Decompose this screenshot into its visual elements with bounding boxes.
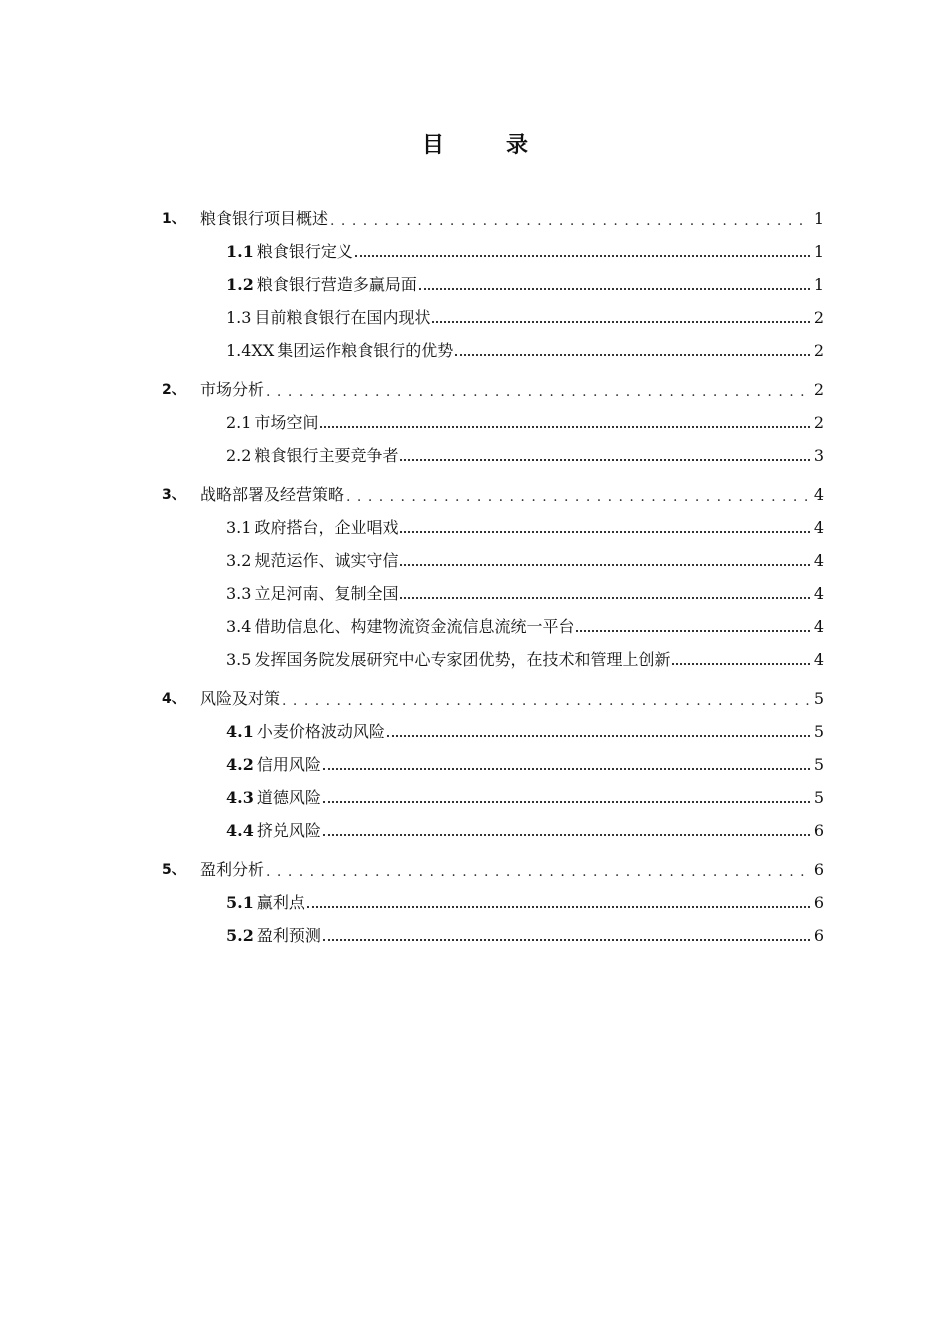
toc-chapter-title: 盈利分析 — [200, 860, 265, 879]
toc-page-number: 5 — [813, 689, 824, 708]
toc-chapter-number: 3、 — [162, 487, 186, 503]
toc-section-number: 4.3 — [226, 788, 254, 807]
toc-section-title: 粮食银行主要竞争者 — [254, 446, 399, 465]
toc-section-number: 2.2 — [226, 446, 252, 465]
toc-section-title: 粮食银行营造多赢局面 — [256, 275, 417, 294]
toc-dot-leader — [576, 620, 810, 632]
toc-dot-leader — [455, 344, 810, 356]
toc-page-number: 6 — [813, 821, 824, 840]
toc-section-title: 规范运作、诚实守信 — [254, 551, 399, 570]
toc-page-number: 6 — [813, 860, 824, 879]
toc-section-number: 4.2 — [226, 755, 254, 774]
toc-entry-section-3-5[interactable] — [162, 637, 824, 670]
table-of-contents — [162, 196, 824, 946]
toc-dot-leader — [282, 693, 810, 705]
toc-page-number: 4 — [813, 584, 824, 603]
toc-page-number: 4 — [813, 617, 824, 636]
toc-entry-chapter-4[interactable] — [162, 676, 824, 709]
toc-dot-leader — [307, 896, 810, 908]
toc-chapter-number: 5、 — [162, 862, 186, 878]
toc-dot-leader — [419, 278, 810, 290]
toc-section-number: 1.1 — [226, 242, 254, 261]
toc-entry-section-3-1[interactable] — [162, 505, 824, 538]
toc-page-number: 1 — [813, 242, 824, 261]
toc-section-title: 赢利点 — [256, 893, 305, 912]
toc-dot-leader — [387, 725, 810, 737]
toc-chapter-number: 4、 — [162, 691, 186, 707]
toc-dot-leader — [355, 245, 810, 257]
toc-entry-section-3-3[interactable] — [162, 571, 824, 604]
toc-section-title: 集团运作粮食银行的优势 — [277, 341, 454, 360]
toc-section-number: 4.4 — [226, 821, 254, 840]
toc-dot-leader — [323, 791, 810, 803]
toc-page-number: 4 — [813, 650, 824, 669]
toc-section-title: 借助信息化、构建物流资金流信息流统一平台 — [254, 617, 575, 636]
toc-entry-section-5-1[interactable] — [162, 880, 824, 913]
toc-dot-leader — [323, 824, 810, 836]
toc-dot-leader — [320, 416, 810, 428]
toc-chapter-title: 战略部署及经营策略 — [200, 485, 345, 504]
toc-section-title: 目前粮食银行在国内现状 — [254, 308, 431, 327]
toc-page-number: 6 — [813, 926, 824, 945]
toc-dot-leader — [323, 929, 810, 941]
toc-entry-chapter-2[interactable] — [162, 367, 824, 400]
toc-dot-leader — [400, 521, 810, 533]
toc-section-title: 盈利预测 — [256, 926, 321, 945]
toc-section-number: 5.2 — [226, 926, 254, 945]
toc-entry-section-1-1[interactable] — [162, 229, 824, 262]
toc-section-title: 政府搭台，企业唱戏 — [254, 518, 399, 537]
toc-entry-section-5-2[interactable] — [162, 913, 824, 946]
toc-page-number: 2 — [813, 341, 824, 360]
toc-dot-leader — [400, 554, 810, 566]
toc-entry-section-3-2[interactable] — [162, 538, 824, 571]
toc-dot-leader — [266, 384, 810, 396]
toc-section-number: 1.2 — [226, 275, 254, 294]
toc-dot-leader — [432, 311, 810, 323]
toc-page-number: 5 — [813, 788, 824, 807]
toc-section-title: 市场空间 — [254, 413, 319, 432]
toc-section-number: 3.3 — [226, 584, 252, 603]
toc-page-number: 4 — [813, 551, 824, 570]
toc-section-number: 3.1 — [226, 518, 252, 537]
toc-section-number: 3.4 — [226, 617, 252, 636]
toc-chapter-number: 1、 — [162, 211, 186, 227]
toc-page-number: 4 — [813, 485, 824, 504]
toc-dot-leader — [323, 758, 810, 770]
toc-section-number: 3.5 — [226, 650, 252, 669]
toc-chapter-title: 市场分析 — [200, 380, 265, 399]
toc-section-number: 1.4XX — [226, 341, 275, 360]
toc-entry-section-4-4[interactable] — [162, 808, 824, 841]
toc-section-title: 立足河南、复制全国 — [254, 584, 399, 603]
toc-entry-section-1-3[interactable] — [162, 295, 824, 328]
toc-section-title: 挤兑风险 — [256, 821, 321, 840]
toc-section-number: 4.1 — [226, 722, 254, 741]
toc-chapter-title: 风险及对策 — [200, 689, 281, 708]
toc-section-number: 1.3 — [226, 308, 252, 327]
toc-dot-leader — [330, 213, 810, 225]
toc-dot-leader — [266, 864, 810, 876]
toc-entry-section-1-4[interactable] — [162, 328, 824, 361]
toc-entry-section-4-2[interactable] — [162, 742, 824, 775]
toc-entry-chapter-5[interactable] — [162, 847, 824, 880]
toc-page-number: 3 — [813, 446, 824, 465]
toc-section-number: 2.1 — [226, 413, 252, 432]
toc-dot-leader — [400, 449, 810, 461]
toc-section-number: 3.2 — [226, 551, 252, 570]
toc-page-number: 4 — [813, 518, 824, 537]
toc-chapter-title: 粮食银行项目概述 — [200, 209, 329, 228]
toc-section-title: 道德风险 — [256, 788, 321, 807]
toc-dot-leader — [346, 489, 810, 501]
toc-page-number: 6 — [813, 893, 824, 912]
toc-entry-chapter-3[interactable] — [162, 472, 824, 505]
toc-section-number: 5.1 — [226, 893, 254, 912]
toc-entry-section-2-2[interactable] — [162, 433, 824, 466]
toc-entry-section-1-2[interactable] — [162, 262, 824, 295]
toc-chapter-number: 2、 — [162, 382, 186, 398]
toc-page-number: 2 — [813, 380, 824, 399]
toc-section-title: 小麦价格波动风险 — [256, 722, 385, 741]
toc-page-number: 2 — [813, 308, 824, 327]
toc-section-title: 发挥国务院发展研究中心专家团优势，在技术和管理上创新 — [254, 650, 671, 669]
toc-dot-leader — [400, 587, 810, 599]
toc-entry-section-4-1[interactable] — [162, 709, 824, 742]
toc-entry-section-2-1[interactable] — [162, 400, 824, 433]
toc-section-title: 粮食银行定义 — [256, 242, 353, 261]
toc-page-number: 1 — [813, 275, 824, 294]
toc-dot-leader — [672, 653, 810, 665]
toc-entry-chapter-1[interactable] — [162, 196, 824, 229]
toc-page-number: 1 — [813, 209, 824, 228]
page-title: 目 录 — [421, 132, 548, 158]
toc-section-title: 信用风险 — [256, 755, 321, 774]
toc-page-number: 2 — [813, 413, 824, 432]
toc-page-number: 5 — [813, 722, 824, 741]
toc-entry-section-3-4[interactable] — [162, 604, 824, 637]
toc-page-number: 5 — [813, 755, 824, 774]
toc-entry-section-4-3[interactable] — [162, 775, 824, 808]
